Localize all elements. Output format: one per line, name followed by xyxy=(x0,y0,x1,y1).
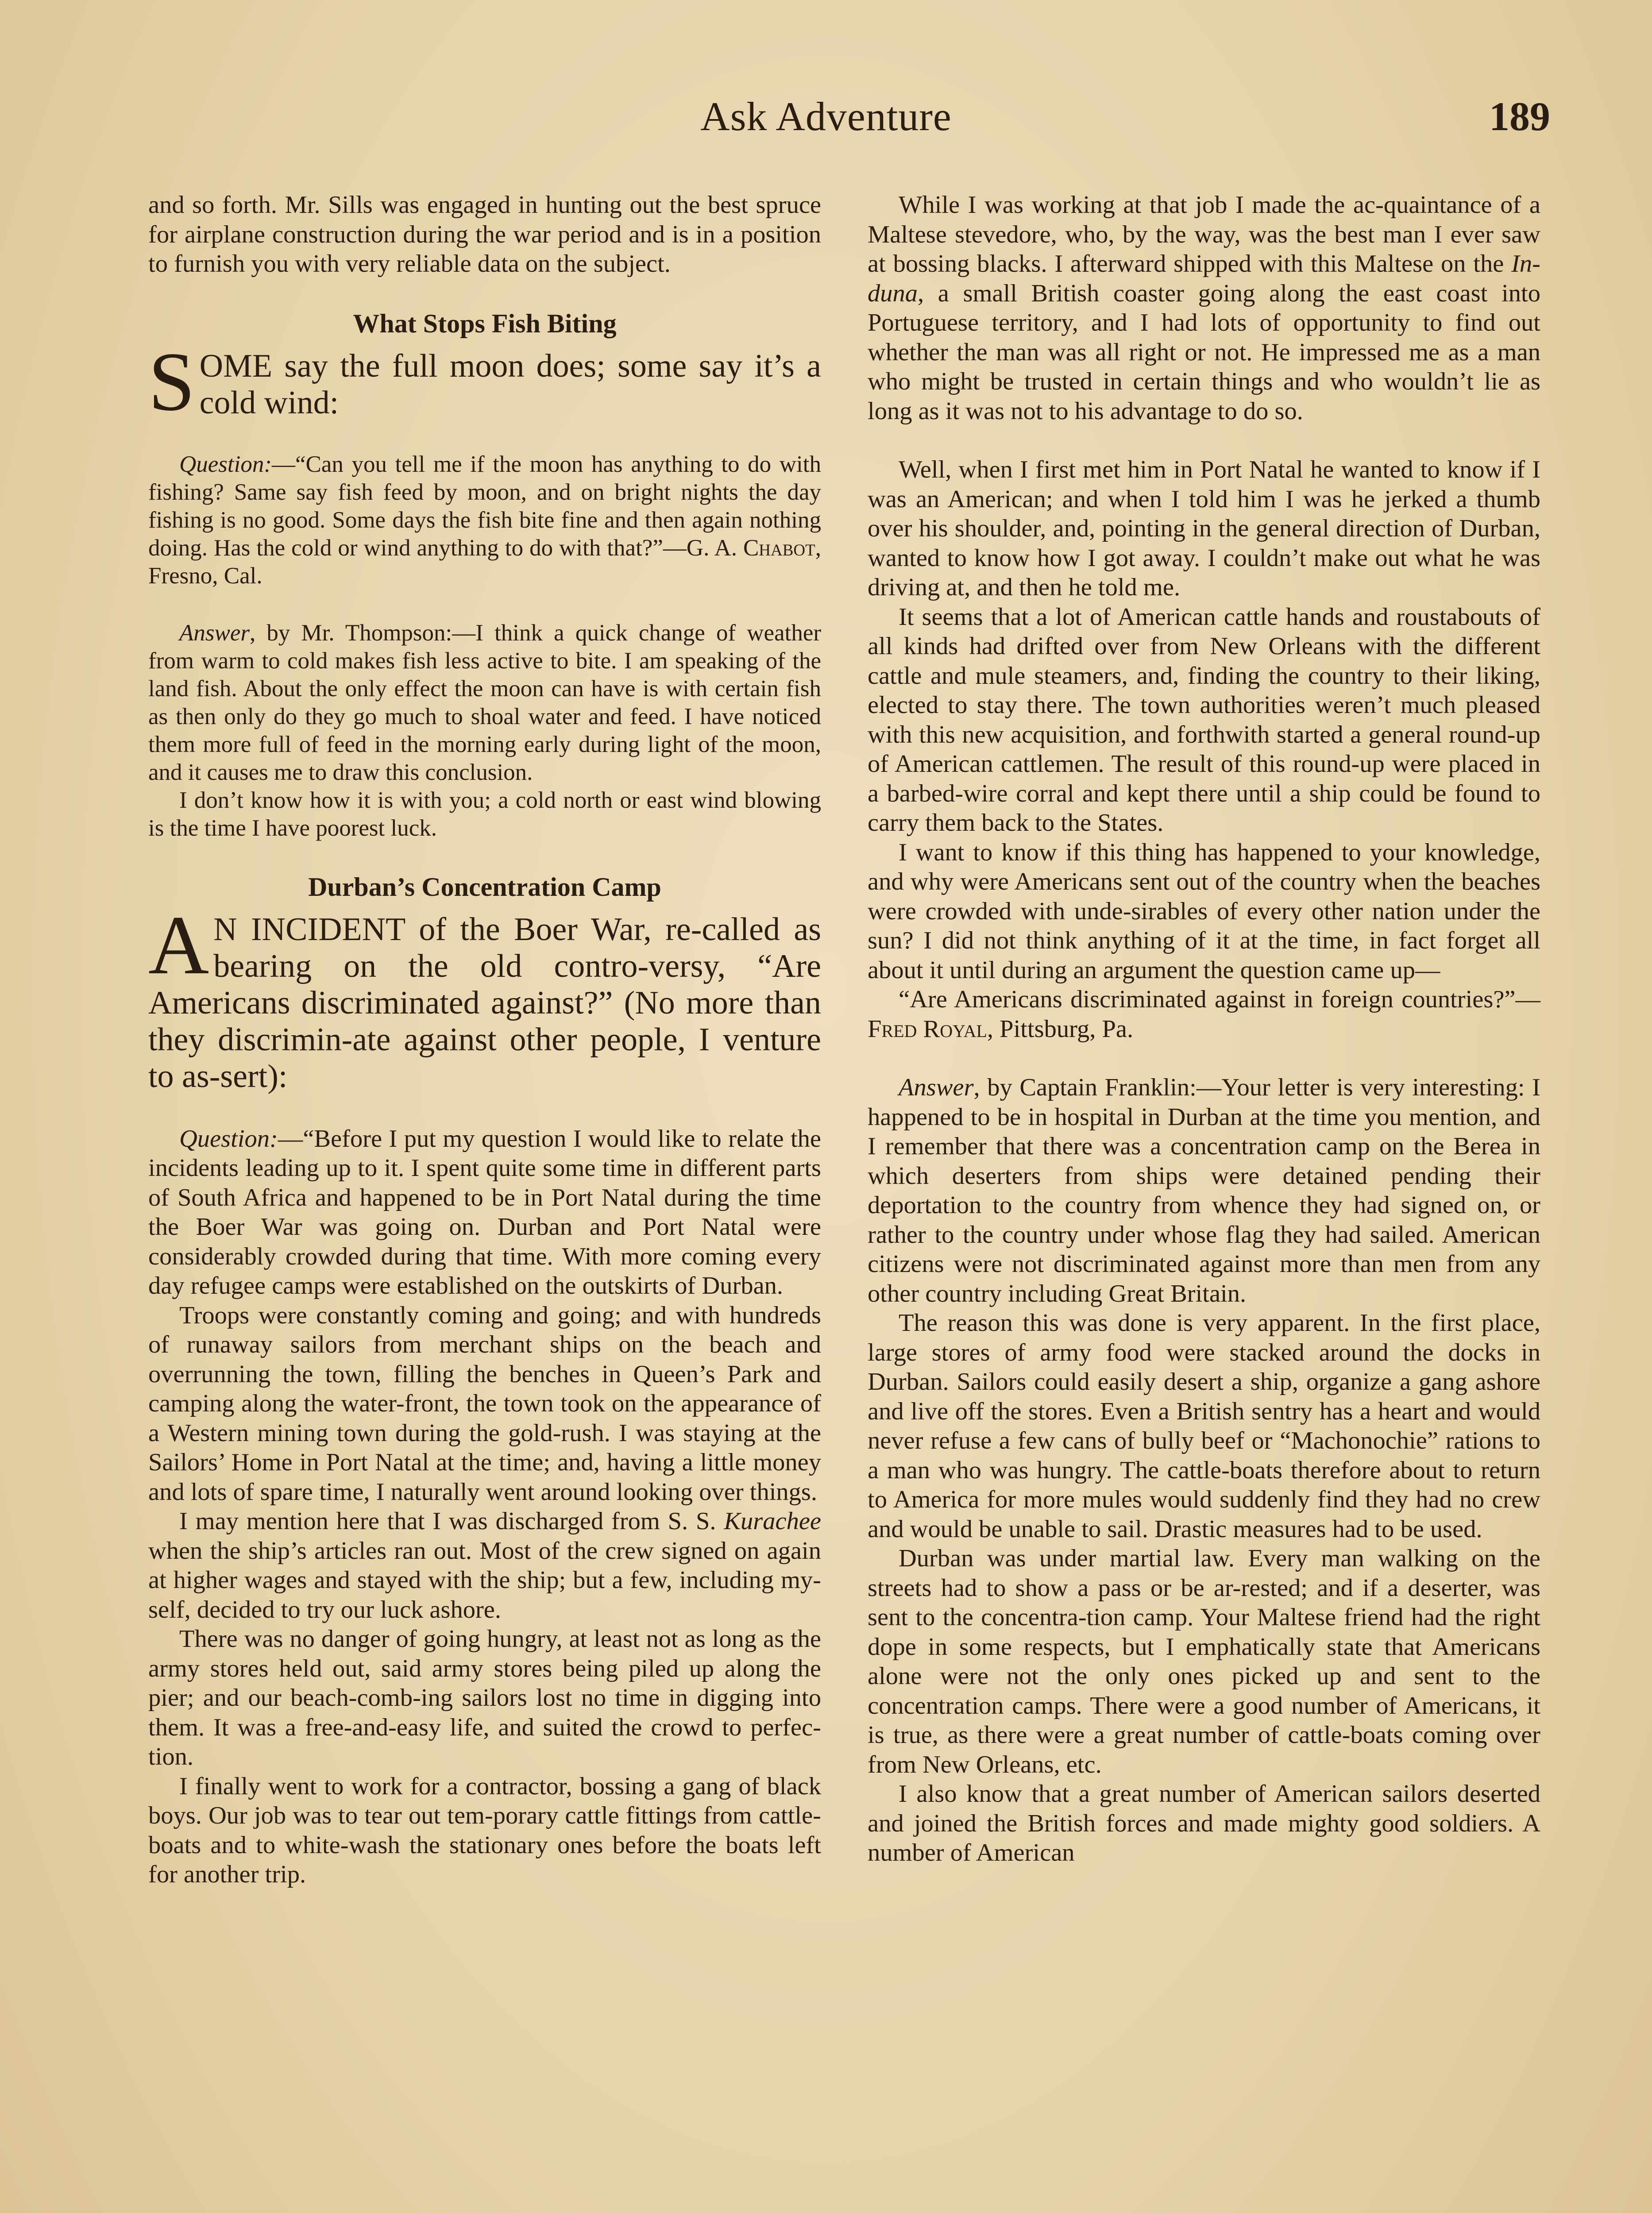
section-heading-fish: What Stops Fish Biting xyxy=(353,308,617,338)
body-paragraph: I finally went to work for a contractor, bossing a gang of black boys. Our job was to tear out tem-porary cattle fittings from cattle-boats and to white-wash the stationary ones before the boats left for another trip. xyxy=(148,1772,821,1888)
page-number: 189 xyxy=(1489,94,1550,139)
body-paragraph: Well, when I first met him in Port Natal he wanted to know if I was an American; and when I told him I was he jerked a thumb over his shoulder, and, pointing in the general direction of Durban, wanted to know how I got away. I couldn’t make out what he was driving at, and then he told me. xyxy=(868,456,1540,601)
text-run: “Are Americans discriminated against in foreign countries?”— xyxy=(899,986,1540,1013)
text-run: While I was working at that job I made the ac-quaintance of a Maltese stevedore, who, by the way, was the best man I ever saw at bossing blacks. I afterward shipped with this Maltese on the xyxy=(868,191,1540,278)
signature-name: G. A. Chabot xyxy=(686,535,815,561)
answer-text: , by Mr. Thompson:—I think a quick change of weather from warm to cold makes fish less active to bite. I am speaking of the land fish. About the only effect the moon can have is with certain fish as then only do they go much to shoal water and feed. I have noticed them more full of feed in the morning early during light of the moon, and it causes me to draw this conclusion. xyxy=(148,620,821,785)
running-head-title: Ask Adventure xyxy=(700,94,952,139)
answer-label: Answer xyxy=(179,620,250,646)
answer-paragraph-fish-2: I don’t know how it is with you; a cold north or east wind blowing is the time I have poorest luck. xyxy=(148,787,821,841)
signature-name: Fred Royal xyxy=(868,1015,987,1043)
text-run: , a small British coaster going along the east coast into Portuguese territory, and I had lots of opportunity to find out whether the man was all right or not. He impressed me as a man who might be trusted in certain things and who wouldn’t lie as long as it was not to his advantage to do so. xyxy=(868,279,1540,425)
body-paragraph xyxy=(868,985,1540,1044)
ship-name: Kurachee xyxy=(724,1507,821,1535)
answer-paragraph-durban xyxy=(868,1073,1540,1308)
ship-name: In-duna xyxy=(868,250,1540,307)
text-run: I may mention here that I was discharged from S. S. xyxy=(179,1507,724,1535)
body-paragraph: I want to know if this thing has happened to your knowledge, and why were Americans sent out of the country when the beaches were crowded with unde-sirables of every other nation under the sun? I did not think anything of it at the time, in fact forget all about it until during an argument the question came up— xyxy=(868,838,1540,984)
text-run: when the ship’s articles ran out. Most of the crew signed on again at higher wages and stayed with the ship; but a few, including my-self, decided to try our luck ashore. xyxy=(148,1537,821,1623)
signature-place: , Fresno, Cal. xyxy=(148,535,821,589)
lead-paragraph-fish xyxy=(148,335,821,428)
body-paragraph: The reason this was done is very apparent. In the first place, large stores of army food were stacked around the docks in Durban. Sailors could easily desert a ship, organize a gang ashore and live off the stores. Even a British sentry has a heart and would never refuse a few cans of bully beef or “Machonochie” rations to a man who was hungry. The cattle-boats therefore about to return to America for more mules would suddenly find they had no crew and would be unable to sail. Drastic measures had to be used. xyxy=(868,1309,1540,1543)
question-text: —“Before I put my question I would like to relate the incidents leading up to it. I spent quite some time in different parts of South Africa and happened to be in Port Natal during the time the Boer War was going on. Durban and Port Natal were considerably crowded during that time. With more coming every day refugee camps were established on the outskirts of Durban. xyxy=(148,1125,821,1299)
right-column xyxy=(868,190,1540,1868)
drop-cap: S xyxy=(148,335,195,428)
body-paragraph xyxy=(148,1507,821,1624)
drop-cap: A xyxy=(148,898,209,992)
lead-text: OME say the full moon does; some say it’s a cold wind: xyxy=(199,347,821,421)
answer-label: Answer xyxy=(899,1074,974,1101)
left-column xyxy=(148,190,821,1889)
question-paragraph-fish xyxy=(148,451,821,590)
lead-paragraph-durban xyxy=(148,898,821,1095)
question-label: Question: xyxy=(179,451,272,477)
signature-place: , Pittsburg, Pa. xyxy=(987,1015,1134,1043)
body-paragraph: There was no danger of going hungry, at least not as long as the army stores held out, said army stores being piled up along the pier; and our beach-comb-ing sailors lost no time in digging into them. It was a free-and-easy life, and suited the crowd to perfec-tion. xyxy=(148,1625,821,1770)
intro-paragraph: and so forth. Mr. Sills was engaged in hunting out the best spruce for airplane construction during the war period and is in a position to furnish you with very reliable data on the subject. xyxy=(148,191,821,278)
lead-text: N INCIDENT of the Boer War, re-called as bearing on the old contro-versy, “Are Americans discriminated against?” (No more than they discrimin-ate against other people, I venture to as-sert): xyxy=(148,911,821,1095)
answer-text: , by Captain Franklin:—Your letter is very interesting: I happened to be in hospital in Durban at the time you mention, and I remember that there was a concentration camp on the Berea in which deserters from ships were detained pending their deportation to the country from whence they had signed on, or rather to the country under whose flag they had sailed. American citizens were not discriminated against more than men from any other country including Great Britain. xyxy=(868,1074,1540,1307)
question-text: —“Can you tell me if the moon has anything to do with fishing? Same say fish feed by moon, and on bright nights the day fishing is no good. Some days the fish bite fine and then again nothing doing. Has the cold or wind anything to do with that?”— xyxy=(148,451,821,561)
answer-paragraph-fish xyxy=(148,619,821,787)
body-paragraph: I also know that a great number of American sailors deserted and joined the British forces and made mighty good soldiers. A number of American xyxy=(868,1780,1540,1866)
body-paragraph: Durban was under martial law. Every man walking on the streets had to show a pass or be ar-rested; and if a deserter, was sent to the concentra-tion camp. Your Maltese friend had the right dope in some respects, but I emphatically state that Americans alone were not the only ones picked up and sent to the concentration camps. There were a good number of Americans, it is true, as there were a great number of cattle-boats coming over from New Orleans, etc. xyxy=(868,1545,1540,1778)
question-label: Question: xyxy=(179,1125,278,1153)
body-paragraph xyxy=(868,190,1540,426)
body-paragraph: It seems that a lot of American cattle hands and roustabouts of all kinds had drifted over from New Orleans with the different cattle and mule steamers, and, finding the country to their liking, elected to stay there. The town authorities weren’t much pleased with this new acquisition, and forthwith started a general round-up of American cattlemen. The result of this round-up were placed in a barbed-wire corral and kept there until a ship could be found to carry them back to the States. xyxy=(868,603,1540,837)
question-paragraph-durban xyxy=(148,1124,821,1301)
body-paragraph: Troops were constantly coming and going; and with hundreds of runaway sailors from merchant ships on the beach and overrunning the town, filling the benches in Queen’s Park and camping along the water-front, the town took on the appearance of a Western mining town during the gold-rush. I was staying at the Sailors’ Home in Port Natal at the time; and, having a little money and lots of spare time, I naturally went around looking over things. xyxy=(148,1301,821,1506)
section-heading-durban: Durban’s Concentration Camp xyxy=(308,872,661,902)
